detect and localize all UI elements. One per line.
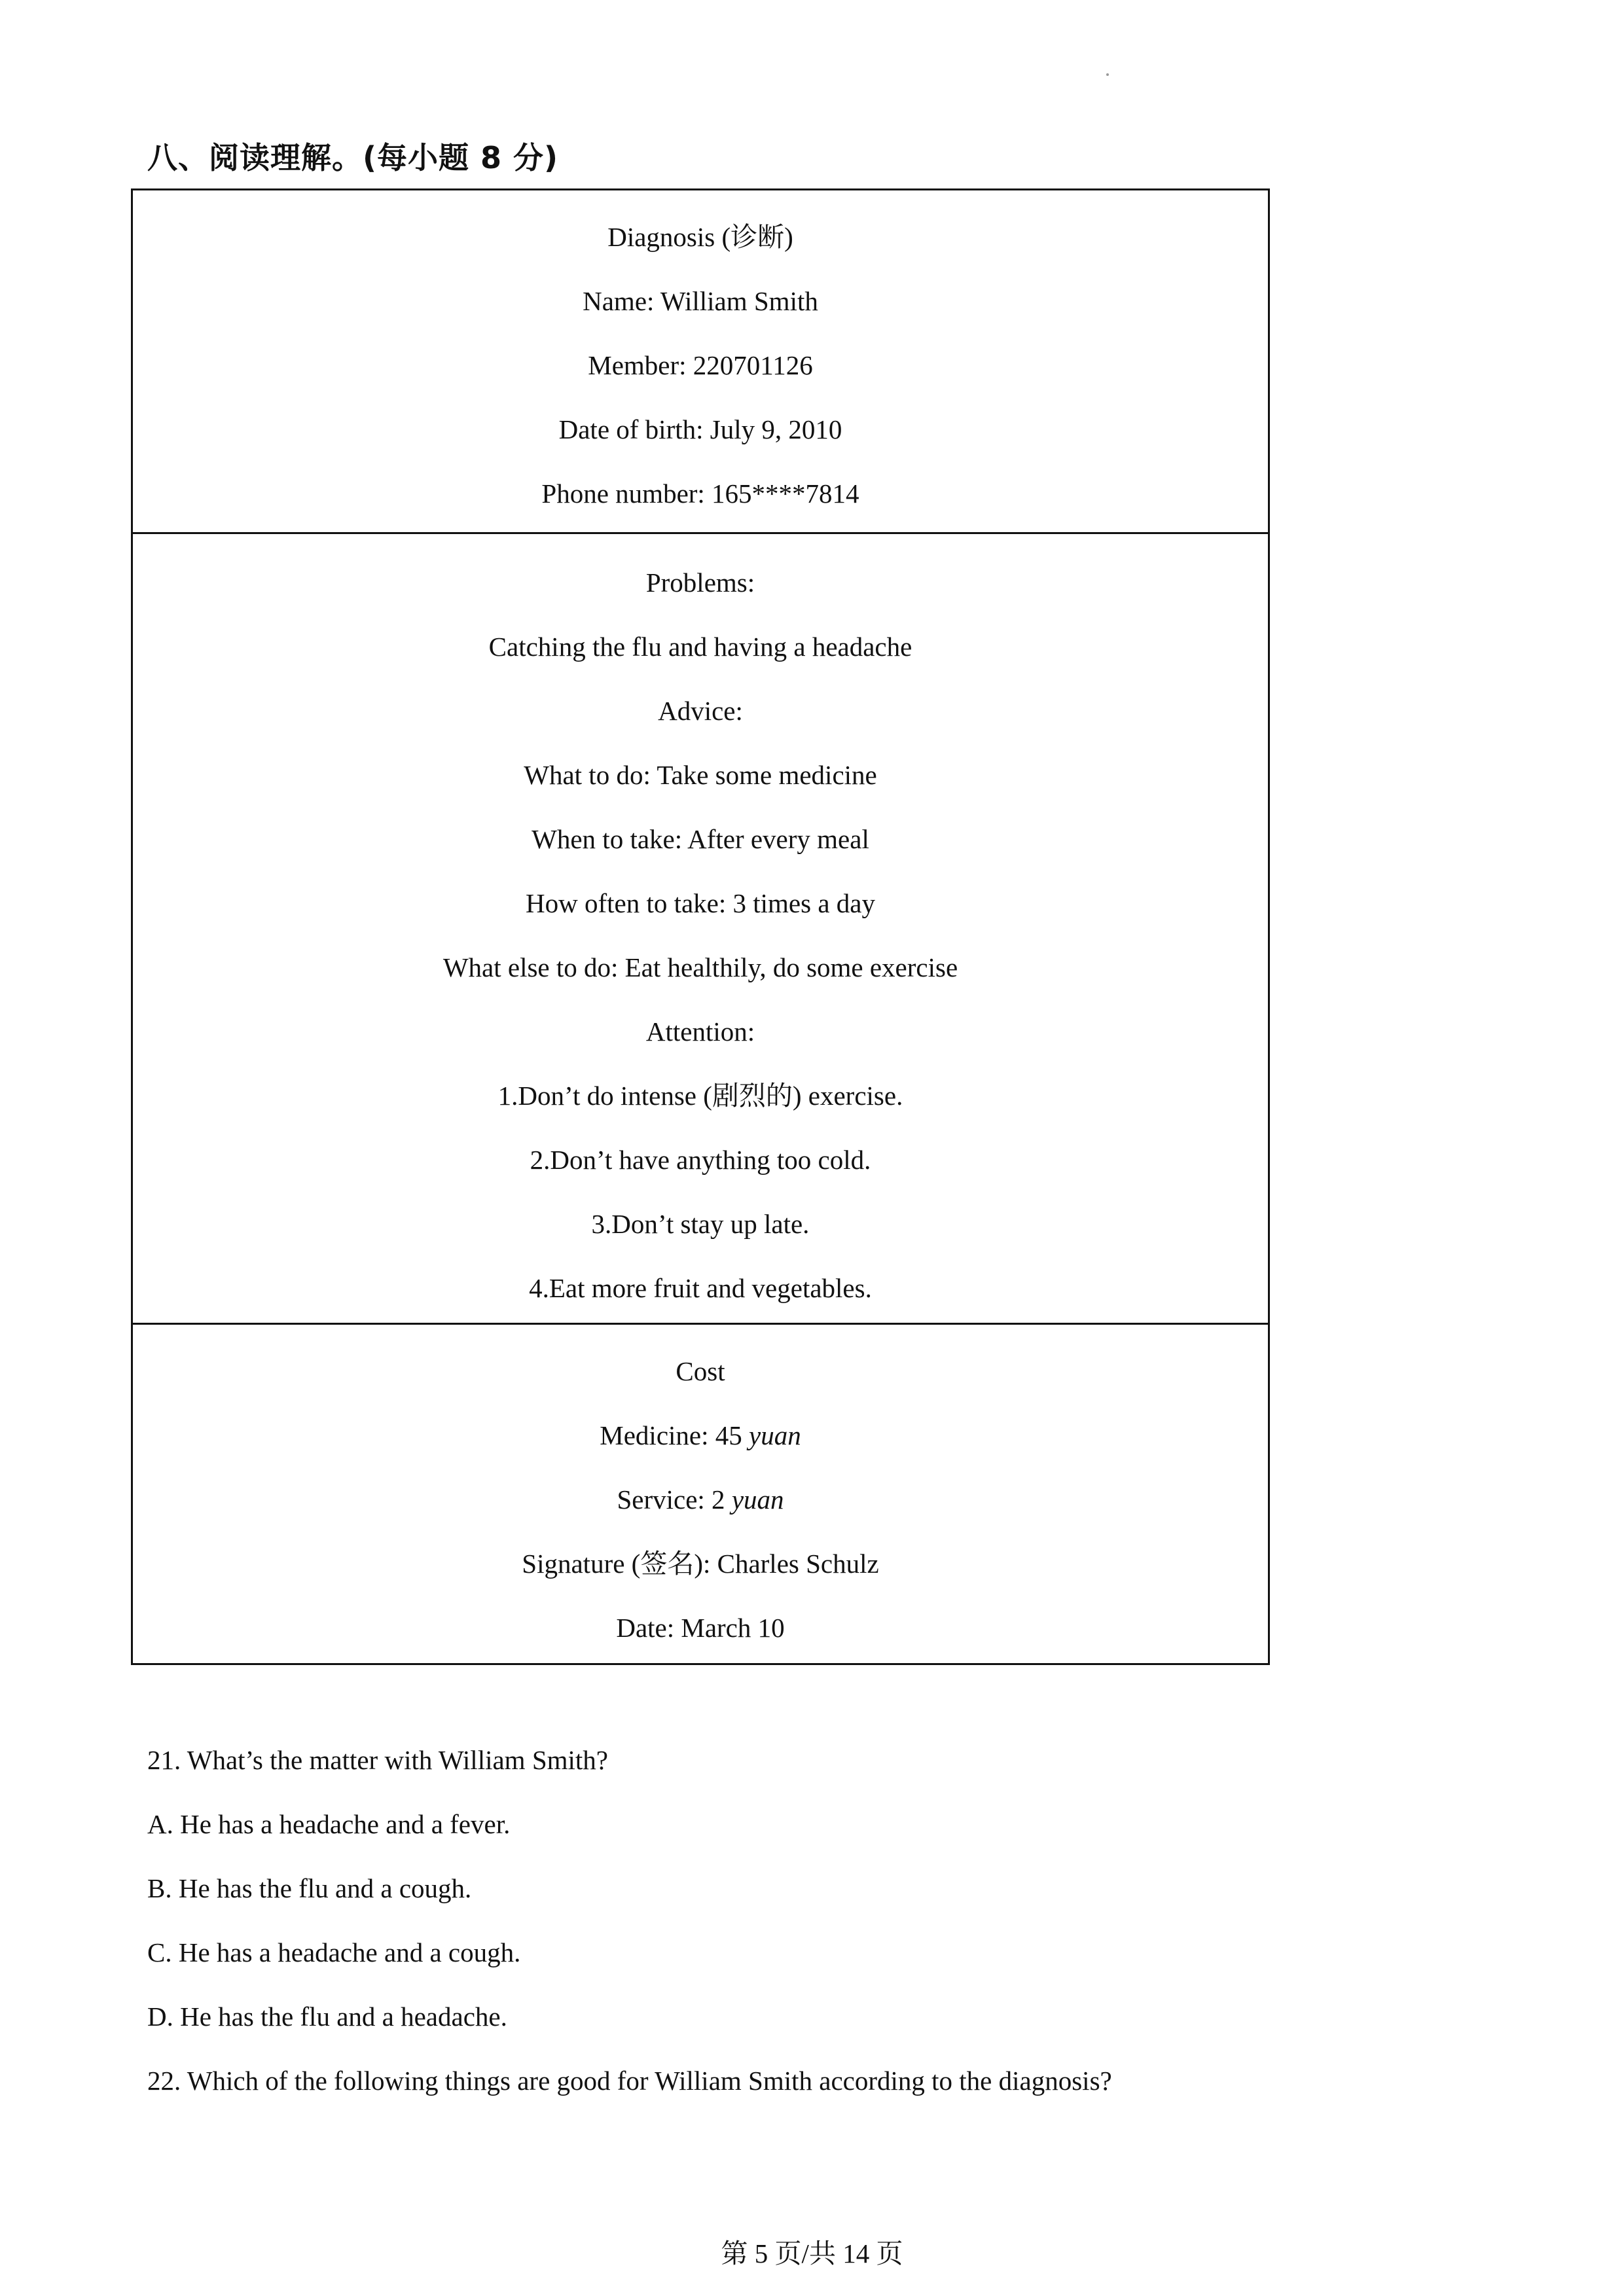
attention-item: 2.Don’t have anything too cold. bbox=[530, 1145, 871, 1175]
medicine-cost bbox=[133, 1403, 1268, 1467]
problems-advice-section bbox=[133, 532, 1268, 1323]
attention-item: 1.Don’t do intense (剧烈的) exercise. bbox=[497, 1081, 903, 1111]
advice-what-else: What else to do: Eat healthily, do some exercise bbox=[442, 952, 958, 982]
service-cost-label: Service: 2 bbox=[617, 1484, 725, 1515]
question-21-option-b[interactable]: B. He has the flu and a cough. bbox=[147, 1873, 472, 1903]
diagnosis-card bbox=[131, 188, 1270, 1665]
attention-item: 4.Eat more fruit and vegetables. bbox=[529, 1273, 872, 1303]
phone-number: Phone number: 165****7814 bbox=[541, 478, 859, 509]
cost-section bbox=[133, 1323, 1268, 1663]
problems-label: Problems: bbox=[645, 567, 755, 598]
patient-name: Name: William Smith bbox=[583, 286, 818, 316]
scan-dot bbox=[1106, 73, 1109, 76]
advice-what-to-do: What to do: Take some medicine bbox=[524, 760, 877, 790]
diagnosis-date: Date: March 10 bbox=[616, 1613, 785, 1643]
advice-label: Advice: bbox=[658, 696, 743, 726]
problems-text: Catching the flu and having a headache bbox=[488, 632, 912, 662]
question-21-stem: 21. What’s the matter with William Smith? bbox=[147, 1745, 608, 1775]
medicine-cost-unit: yuan bbox=[749, 1420, 801, 1450]
member-number: Member: 220701126 bbox=[588, 350, 813, 380]
question-21-option-c[interactable]: C. He has a headache and a cough. bbox=[147, 1937, 521, 1967]
service-cost-unit: yuan bbox=[731, 1484, 784, 1515]
section-heading: 八、阅读理解。(每小题 8 分) bbox=[147, 140, 559, 175]
advice-how-often: How often to take: 3 times a day bbox=[525, 888, 875, 918]
medicine-cost-label: Medicine: 45 bbox=[600, 1420, 742, 1450]
questions-block bbox=[147, 1728, 1456, 2113]
attention-item: 3.Don’t stay up late. bbox=[591, 1209, 810, 1239]
page-footer: 第 5 页/共 14 页 bbox=[721, 2238, 903, 2269]
patient-info-section bbox=[133, 190, 1268, 532]
question-21-option-a[interactable]: A. He has a headache and a fever. bbox=[147, 1809, 511, 1839]
question-21-option-d[interactable]: D. He has the flu and a headache. bbox=[147, 2001, 507, 2032]
question-22-stem: 22. Which of the following things are good for William Smith according to the diagnosis? bbox=[147, 2066, 1112, 2096]
signature: Signature (签名): Charles Schulz bbox=[522, 1549, 879, 1579]
attention-label: Attention: bbox=[645, 1016, 755, 1047]
service-cost bbox=[133, 1467, 1268, 1532]
cost-title: Cost bbox=[676, 1356, 725, 1386]
advice-when-to-take: When to take: After every meal bbox=[532, 824, 869, 854]
date-of-birth: Date of birth: July 9, 2010 bbox=[558, 414, 842, 444]
diagnosis-title: Diagnosis (诊断) bbox=[607, 222, 793, 252]
